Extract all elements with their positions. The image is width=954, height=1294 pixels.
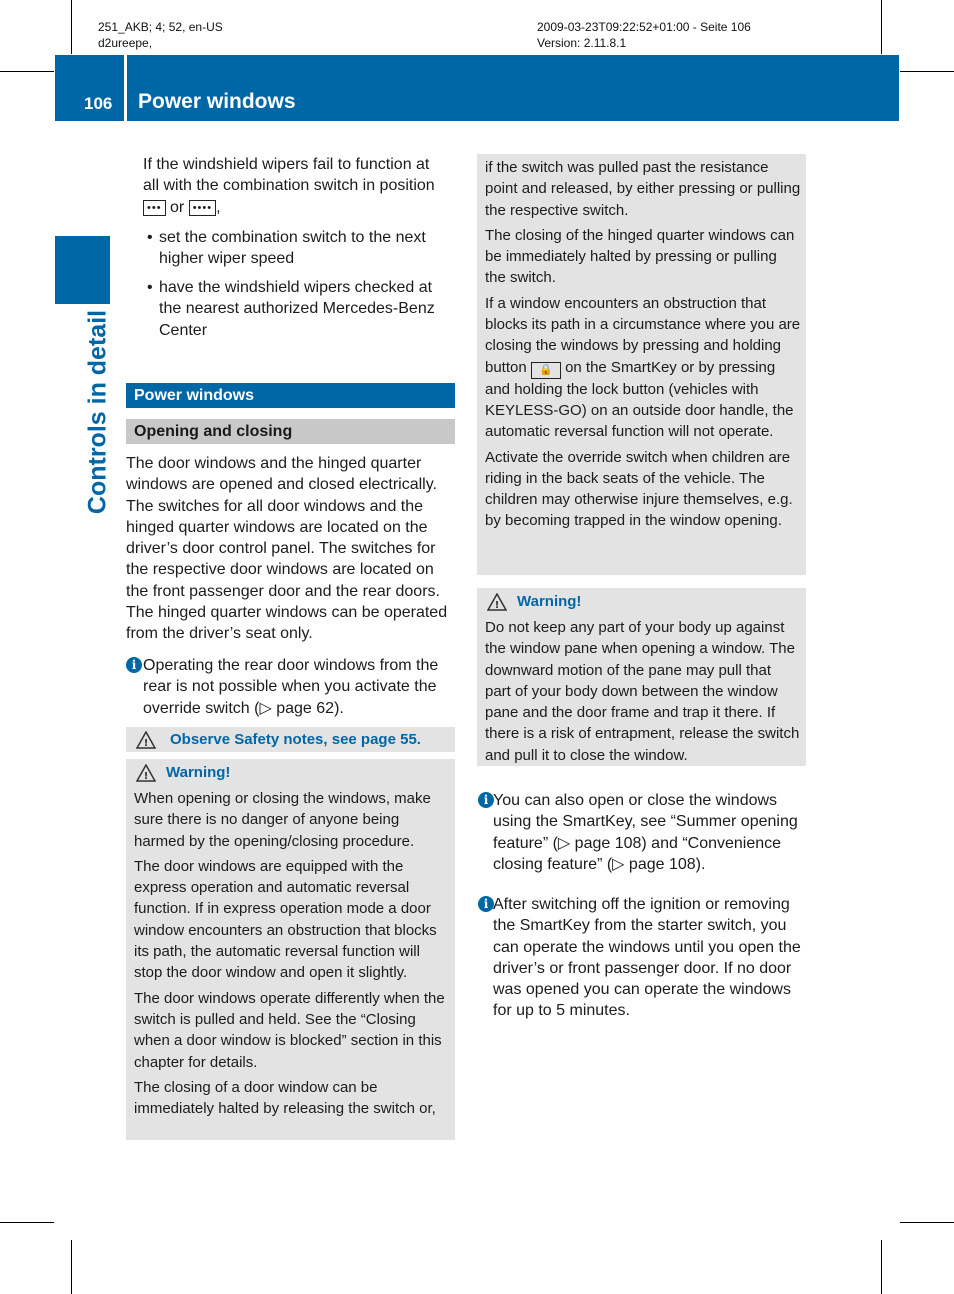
warning-text: Do not keep any part of your body up against the window pane when opening a window. The downward motion of the pane may pull that part of your body down between the window pane and the door frame and trap it there. If there is a risk of entrapment, release the switch and pull it to close the window. [485, 619, 800, 764]
warning-paragraph-4: The closing of a door window can be immediately halted by releasing the switch or, [134, 1078, 436, 1118]
list-item [147, 227, 454, 270]
crop-mark [0, 71, 54, 72]
meta-right-line-2: Version: 2.11.8.1 [537, 36, 627, 50]
body-paragraph: The door windows and the hinged quarter windows are opened and closed electrically. The switches for all door windows and the hinged quarter windows are located on the driver’s door control panel. The switches for the respective door windows are located on the front passenger door and the rear doors. The hinged quarter windows can be operated from the driver’s seat only. [126, 455, 448, 643]
warning-paragraph-2: The door windows are equipped with the express operation and automatic reversal function. If in express operation mode a door window encounters an obstruction that blocks its path, the automatic reversal function will stop the door window and open it slightly. [134, 857, 437, 982]
wiper-intro [143, 154, 458, 218]
wiper-intro-line-2: all with the combination switch in position [143, 177, 435, 195]
info-note: After switching off the ignition or removing the SmartKey from the starter switch, you can operate the windows until you open the driver’s or front passenger door. If no door was opened you can operate the windows for up to 5 minutes. [493, 896, 801, 1020]
meta-left-line-1: 251_AKB; 4; 52, en-US [98, 20, 223, 34]
info-icon: i [478, 792, 494, 808]
crop-mark [881, 0, 882, 54]
wiper-position-line [143, 197, 458, 218]
continuation-paragraph-4: Activate the override switch when children are riding in the back seats of the vehicle. The children may otherwise injure themselves, e.g. by becoming trapped in the window opening. [485, 448, 793, 530]
page-number: 106 [84, 94, 113, 113]
subsection-heading: Opening and closing [126, 419, 455, 444]
continuation-paragraph-3b: on the SmartKey or by pressing and holding the lock button (vehicles with KEYLESS-GO) on an outside door handle, the automatic reversal function will not operate. [485, 358, 794, 441]
continuation-paragraph-2: The closing of the hinged quarter windows can be immediately halted by pressing or pulling the switch. [485, 226, 795, 287]
svg-text:!: ! [143, 738, 149, 749]
svg-text:!: ! [143, 771, 149, 782]
side-tab-label: Controls in detail [83, 309, 112, 515]
wiper-symbol-b: •••• [189, 200, 216, 216]
svg-text:!: ! [494, 600, 500, 611]
crop-mark [71, 0, 72, 54]
wiper-symbol-a: ••• [143, 200, 166, 216]
meta-right-line-1: 2009-03-23T09:22:52+01:00 - Seite 106 [537, 20, 751, 34]
info-icon: i [126, 657, 142, 673]
warning-triangle-icon [136, 764, 156, 782]
header-separator [124, 55, 127, 121]
warning-label: Warning! [517, 593, 582, 610]
bullet-text-1: set the combination switch to the next higher wiper speed [159, 229, 426, 268]
wiper-intro-line-1: If the windshield wipers fail to function at [143, 156, 430, 173]
continuation-paragraph-3 [485, 293, 801, 443]
side-tab-block [55, 236, 110, 304]
info-icon: i [478, 896, 494, 912]
continuation-paragraph-1: if the switch was pulled past the resistance point and released, by either pressing or pulling the respective switch. [485, 159, 801, 219]
warning-paragraph-1: When opening or closing the windows, make sure there is no danger of anyone being harmed by the opening/closing procedure. [134, 790, 431, 850]
section-heading: Power windows [126, 383, 455, 408]
info-note: Operating the rear door windows from the rear is not possible when you activate the override switch (▷ page 62). [143, 657, 439, 717]
bullet-dot: • [147, 229, 153, 246]
continuation-paragraph-3a: If a window encounters an obstruction that blocks its path in a circumstance where you are closing the windows by pressing and holding button [485, 294, 801, 376]
comma: , [216, 198, 221, 216]
page-title: Power windows [138, 90, 296, 113]
warning-triangle-icon [487, 593, 507, 611]
or-word: or [170, 198, 185, 216]
bullet-dot: • [147, 279, 153, 296]
crop-mark [0, 1222, 54, 1223]
warning-paragraph-3: The door windows operate differently when the switch is pulled and held. See the “Closing when a door window is blocked” section in this chapter for details. [134, 989, 445, 1071]
lock-icon: 🔒 [531, 362, 561, 379]
crop-mark [881, 1240, 882, 1294]
list-item [147, 277, 454, 341]
warning-triangle-icon [136, 731, 156, 749]
crop-mark [900, 71, 954, 72]
warning-text [134, 788, 450, 1123]
meta-left-line-2: d2ureepe, [98, 36, 153, 50]
warning-continuation-text [485, 157, 801, 536]
crop-mark [900, 1222, 954, 1223]
crop-mark [71, 1240, 72, 1294]
print-meta-left [98, 19, 223, 51]
info-note: You can also open or close the windows using the SmartKey, see “Summer opening feature” (▷ page 108) and “Convenience closing feature” (▷ page 108). [493, 792, 798, 873]
bullet-text-2: have the windshield wipers checked at the nearest authorized Mercedes-Benz Center [159, 279, 435, 339]
safety-notes-link[interactable]: Observe Safety notes, see page 55. [170, 731, 421, 748]
print-meta-right [537, 19, 751, 51]
warning-label: Warning! [166, 764, 231, 781]
